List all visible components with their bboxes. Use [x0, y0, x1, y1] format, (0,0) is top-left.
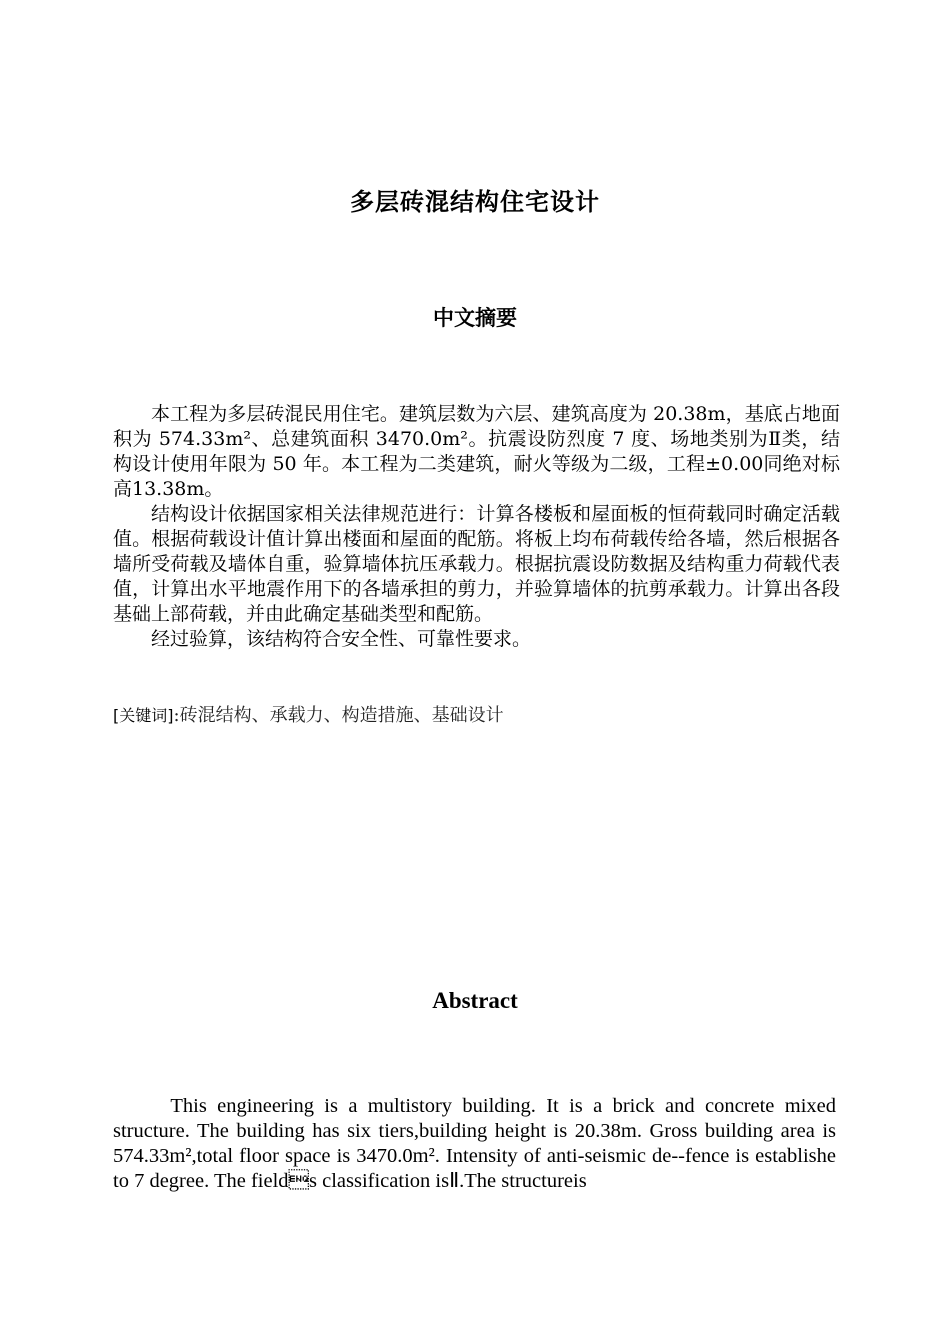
cn-abstract-heading: 中文摘要 [433, 306, 517, 330]
document-title: 多层砖混结构住宅设计 [350, 188, 600, 216]
cn-paragraph-3: 经过验算，该结构符合安全性、可靠性要求。 [151, 628, 532, 650]
keywords-line [113, 704, 840, 728]
en-abstract-body [113, 1094, 836, 1194]
cn-paragraph-1: 本工程为多层砖混民用住宅。建筑层数为六层、建筑高度为 20.38m，基底占地面积为 574.33m²、总建筑面积 3470.0m²。抗震设防烈度 7 度、场地类别为Ⅱ类，结构设计使用年限为 50 年。本工程为二类建筑，耐火等级为二级，工程±0.00同绝对标高13.38m。 [113, 403, 840, 500]
cn-abstract-body [113, 402, 840, 652]
keywords-label: [关键词] [113, 706, 174, 725]
en-abstract-heading: Abstract [432, 988, 518, 1013]
en-paragraph-1: This engineering is a multistory building. It is a brick and concrete mixed structure. The building has six tiers,building height is 20.38m. Gross building area is 574.33m²,total floor space is 3470.0m². Intensity of anti-seismic de--fence is establishe to 7 degree. The fields classification isⅡ.The structureis [113, 1095, 836, 1192]
keywords-value: :砖混结构、承载力、构造措施、基础设计 [173, 705, 504, 726]
cn-paragraph-2: 结构设计依据国家相关法律规范进行：计算各楼板和屋面板的恒荷载同时确定活载值。根据荷载设计值计算出楼面和屋面的配筋。将板上均布荷载传给各墙，然后根据各墙所受荷载及墙体自重，验算墙体抗压承载力。根据抗震设防数据及结构重力荷载代表值，计算出水平地震作用下的各墙承担的剪力，并验算墙体的抗剪承载力。计算出各段基础上部荷载，并由此确定基础类型和配筋。 [113, 503, 840, 625]
